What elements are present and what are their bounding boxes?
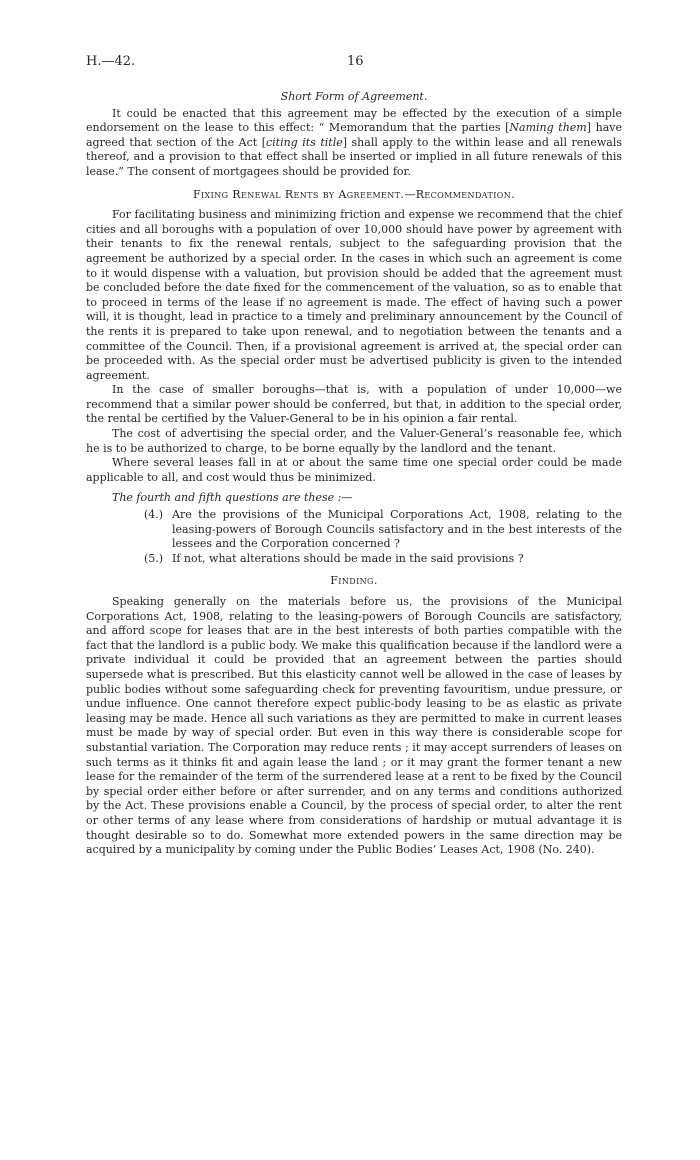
running-header xyxy=(86,52,622,72)
section-heading-fixing-rents: Fixing Renewal Rents by Agreement.—Recommendation. xyxy=(192,187,516,201)
text-run: ] have agreed that section of the Act [ xyxy=(86,121,623,149)
paragraph-short-form xyxy=(86,107,622,180)
question-number: (4.) xyxy=(144,508,164,522)
italic-text-run: citing its title xyxy=(265,135,343,149)
question-number: (5.) xyxy=(144,551,164,565)
document-reference: H.—42. xyxy=(86,54,136,69)
section-heading-short-form: Short Form of Agreement. xyxy=(280,90,428,103)
paragraph-cost: The cost of advertising the special order, and the Valuer-General’s reasonable fee, which he is to be authorized to charge, to be borne equally by the landlord and the tenant. xyxy=(86,427,622,455)
section-heading-finding: Finding. xyxy=(330,574,378,588)
paragraph-finding: Speaking generally on the materials before us, the provisions of the Municipal Corporations Act, 1908, relating to the leasing-powers of Borough Councils are satisfactory, and afford scope for leases that are in the best interests of both parties compatible with the fact that the landlord is a public body. We make this qualification because if the landlord were a private individual it could be provided that an agreement between the parties should supersede what is prescribed. But this elasticity cannot well be allowed in the case of leases by public bodies without some safeguarding check for preventing favouritism, undue pressure, or undue influence. One cannot therefore expect public-body leasing to be as elastic as private leasing may be made. Hence all such variations as they are permitted to make in current leases must be made by way of special order. But even in this way there is considerable scope for substantial variation. The Corporation may reduce rents ; it may accept surrenders of leases on such terms as it thinks fit and again lease the land ; or it may grant the former tenant a new lease for the remainder of the term of the surrendered lease at a rent to be fixed by the Council by special order either before or after surrender, and on any terms and conditions authorized by the Act. These provisions enable a Council, by the process of special order, to alter the rent or other terms of any lease where from considerations of hardship or mutual advantage it is thought desirable so to do. Somewhat more extended powers in the same direction may be acquired by a municipality by coming under the Public Bodies’ Leases Act, 1908 (No. 240). xyxy=(86,595,623,857)
document-body xyxy=(86,90,622,858)
question-item xyxy=(86,508,622,552)
question-text: If not, what alterations should be made in the said provisions ? xyxy=(172,551,524,565)
paragraph-recommendation: For facilitating business and minimizing friction and expense we recommend that the chief cities and all boroughs with a population of over 10,000 should have power by agreement with their tenants to fix the renewal rentals, subject to the safeguarding provision that the agreement be authorized by a special order. In the cases in which such an agreement is come to it would dispense with a valuation, but provision should be added that the agreement must be concluded before the date fixed for the commencement of the valuation, so as to enable that to proceed in terms of the lease if no agreement is made. The effect of having such a power will, it is thought, lead in practice to a timely and preliminary announcement by the Council of the rents it is prepared to take upon renewal, and to negotiation between the tenants and a committee of the Council. Then, if a provisional agreement is arrived at, the special order can be proceeded with. As the special order must be advertised publicity is given to the intended agreement. xyxy=(86,208,622,382)
text-run: It could be enacted that this agreement may be effected by the execution of a simple endorsement on the lease to this effect: “ Memorandum that the parties [ xyxy=(86,106,622,135)
question-item xyxy=(86,552,622,567)
page-number: 16 xyxy=(347,54,364,69)
italic-text-run: Naming them xyxy=(509,121,587,135)
text-run: ] shall apply to the within lease and all renewals thereof, and a provision to that effect shall be inserted or implied in all future renewals of this lease.” The consent of mortgagees should be provided for. xyxy=(86,135,622,178)
paragraph-several-leases: Where several leases fall in at or about the same time one special order could be made applicable to all, and cost would thus be minimized. xyxy=(86,456,622,484)
question-text: Are the provisions of the Municipal Corporations Act, 1908, relating to the leasing-powers of Borough Councils satisfactory and in the best interests of the lessees and the Corporation concerned ? xyxy=(172,508,622,551)
paragraph-smaller-boroughs: In the case of smaller boroughs—that is, with a population of under 10,000—we recommend that a similar power should be conferred, but that, in addition to the special order, the rental be certified by the Valuer-General to be in his opinion a fair rental. xyxy=(86,383,622,426)
questions-lead: The fourth and fifth questions are these :— xyxy=(112,491,353,505)
